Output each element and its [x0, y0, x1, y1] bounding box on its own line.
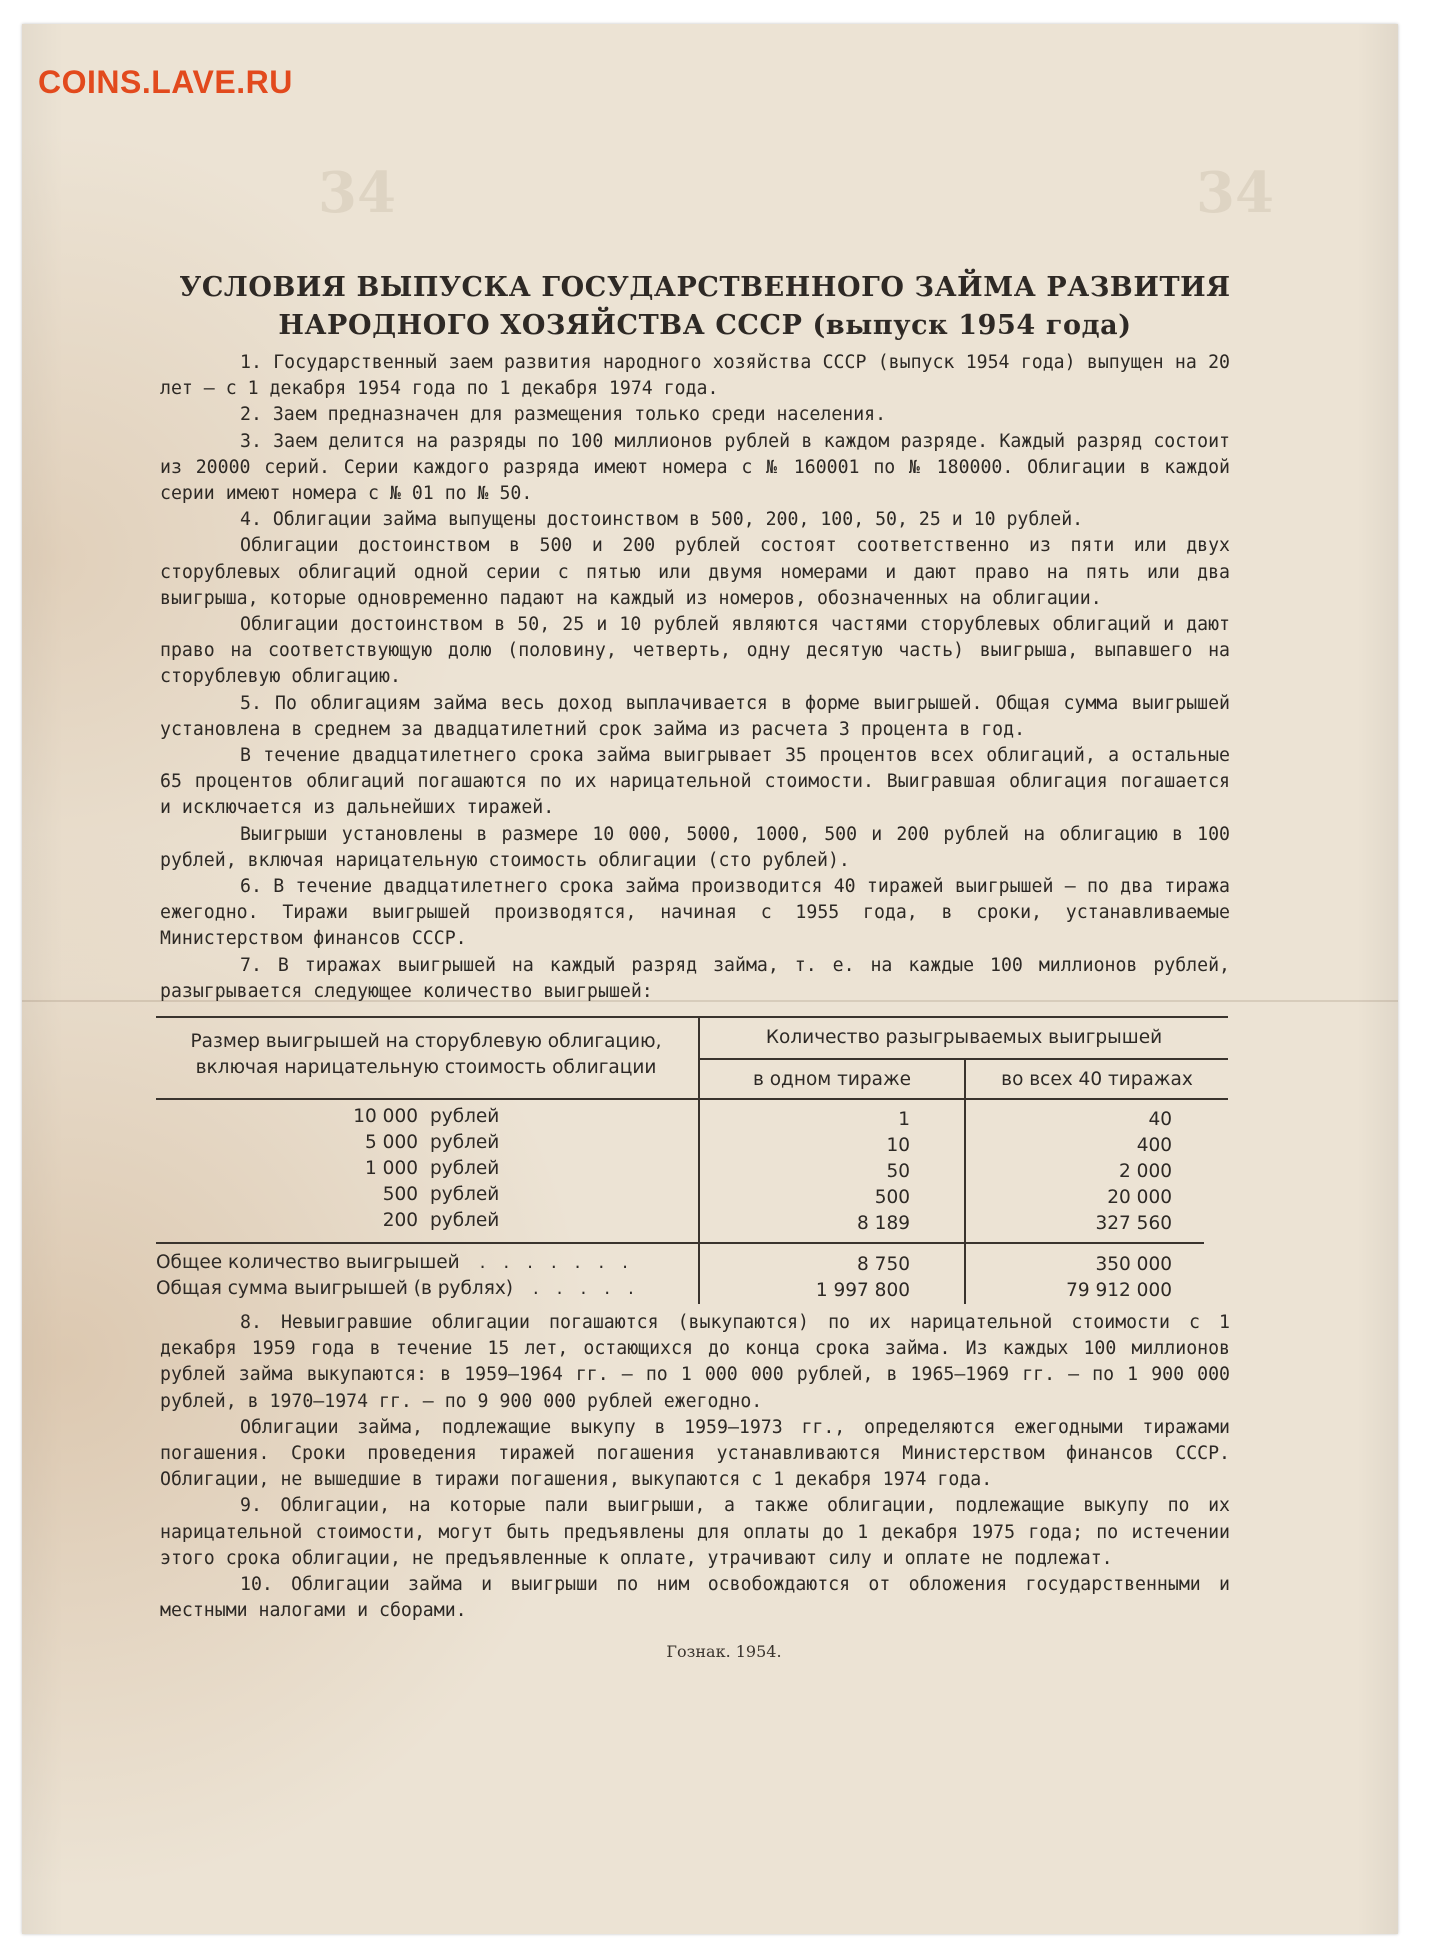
- row-5-unit: рублей: [430, 1210, 500, 1231]
- row-3-one-draw: 50: [886, 1161, 910, 1182]
- prize-table: [156, 1016, 1228, 1306]
- total-sum-label: [156, 1278, 640, 1299]
- total-count-label-text: Общее количество выигрышей: [156, 1252, 460, 1273]
- document-title-line-2: НАРОДНОГО ХОЗЯЙСТВА СССР (выпуск 1954 года): [278, 310, 1132, 341]
- row-4-unit: рублей: [430, 1184, 500, 1205]
- paragraph-4-b: Облигации достоинством в 50, 25 и 10 рублей являются частями сторублевых облигаций и дают право на соответствующую долю (половину, четверть, одну десятую часть) выигрыша, выпавшего на сторублевую облигацию.: [160, 614, 1230, 688]
- paragraph-1: 1. Государственный заем развития народного хозяйства СССР (выпуск 1954 года) выпущен на 20 лет — с 1 декабря 1954 года по 1 декабря 1974 года.: [160, 352, 1230, 400]
- row-2-one-draw: 10: [886, 1135, 910, 1156]
- row-4-amount: 500: [382, 1184, 418, 1205]
- row-2-amount: 5 000: [365, 1132, 418, 1153]
- row-1-unit: рублей: [430, 1106, 500, 1127]
- total-sum-all-draws: 79 912 000: [1066, 1280, 1172, 1301]
- total-sum-label-text: Общая сумма выигрышей (в рублях): [156, 1278, 514, 1299]
- table-top-rule: [156, 1016, 1228, 1018]
- table-header-bottom-rule: [156, 1098, 1228, 1100]
- printer-imprint: Гознак. 1954.: [666, 1642, 782, 1661]
- total-count-all-draws: 350 000: [1095, 1254, 1172, 1275]
- row-1-all-draws: 40: [1148, 1109, 1172, 1130]
- paragraph-5-b: Выигрыши установлены в размере 10 000, 5000, 1000, 500 и 200 рублей на облигацию в 100 рублей, включая нарицательную стоимость облигации (сто рублей).: [160, 823, 1230, 871]
- row-3-unit: рублей: [430, 1158, 500, 1179]
- document-title-line-1: УСЛОВИЯ ВЫПУСКА ГОСУДАРСТВЕННОГО ЗАЙМА РАЗВИТИЯ: [179, 272, 1231, 303]
- total-count-label: [156, 1252, 634, 1273]
- col1-header-line-2: включая нарицательную стоимость облигации: [195, 1057, 657, 1078]
- paragraph-10: 10. Облигации займа и выигрыши по ним освобождаются от обложения государственными и местными налогами и сборами.: [160, 1574, 1230, 1622]
- paragraph-8: 8. Невыигравшие облигации погашаются (выкупаются) по их нарицательной стоимости с 1 декабря 1959 года в течение 15 лет, остающихся до конца срока займа. Из каждых 100 миллионов рублей займа выкупаются: в 1959—1964 гг. — по 1 000 000 рублей, в 1965—1969 гг. — по 1 900 000 рублей, в 1970—1974 гг. — по 9 900 000 рублей ежегодно.: [160, 1312, 1230, 1412]
- col3-header: во всех 40 тиражах: [1001, 1069, 1193, 1090]
- row-2-all-draws: 400: [1136, 1135, 1172, 1156]
- row-1-one-draw: 1: [898, 1109, 910, 1130]
- watermark-text: COINS.LAVE.RU: [38, 64, 293, 100]
- col2-header: в одном тираже: [752, 1069, 912, 1090]
- table-group-header-rule: [698, 1058, 1228, 1060]
- show-through-print-top: 34: [318, 160, 396, 226]
- show-through-print-top-right: 34: [1196, 160, 1274, 226]
- row-4-all-draws: 20 000: [1107, 1187, 1172, 1208]
- row-5-one-draw: 8 189: [857, 1213, 910, 1234]
- total-sum-leader-dots: . . . . .: [532, 1278, 640, 1299]
- paragraph-5: 5. По облигациям займа весь доход выплачивается в форме выигрышей. Общая сумма выигрышей установлена в среднем за двадцатилетний срок займа из расчета 3 процента в год.: [160, 692, 1230, 740]
- col1-header-line-1: Размер выигрышей на сторублевую облигацию,: [190, 1031, 662, 1052]
- paragraph-4-a: Облигации достоинством в 500 и 200 рублей состоят соответственно из пяти или двух сторублевых облигаций одной серии с пятью или двумя номерами и дают право на пять или два выигрыша, которые одновременно падают на каждый из номеров, обозначенных на облигации.: [160, 535, 1230, 609]
- paragraph-5-a: В течение двадцатилетнего срока займа выигрывает 35 процентов всех облигаций, а остальные 65 процентов облигаций погашаются по их нарицательной стоимости. Выигравшая облигация погашается и исключается из дальнейших тиражей.: [160, 745, 1230, 819]
- paragraph-6: 6. В течение двадцатилетнего срока займа производится 40 тиражей выигрышей — по два тиража ежегодно. Тиражи выигрышей производятся, начиная с 1955 года, в сроки, устанавливаемые Министерством финансов СССР.: [160, 876, 1230, 950]
- paragraph-8-a: Облигации займа, подлежащие выкупу в 1959—1973 гг., определяются ежегодными тиражами погашения. Сроки проведения тиражей погашения устанавливаются Министерством финансов СССР. Облигации, не вышедшие в тиражи погашения, выкупаются с 1 декабря 1974 года.: [160, 1416, 1230, 1491]
- row-5-amount: 200: [382, 1210, 418, 1231]
- table-totals-rule: [156, 1242, 1204, 1244]
- row-3-all-draws: 2 000: [1119, 1161, 1172, 1182]
- paragraph-7: 7. В тиражах выигрышей на каждый разряд займа, т. е. на каждые 100 миллионов рублей, разыгрывается следующее количество выигрышей:: [160, 954, 1230, 1002]
- group-header: Количество разыгрываемых выигрышей: [765, 1027, 1163, 1048]
- conditions-text-bottom: [160, 1310, 1230, 1624]
- paragraph-4: 4. Облигации займа выпущены достоинством в 500, 200, 100, 50, 25 и 10 рублей.: [240, 509, 1084, 531]
- paragraph-3: 3. Заем делится на разряды по 100 миллионов рублей в каждом разряде. Каждый разряд состоит из 20000 серий. Серии каждого разряда имеют номера с № 160001 по № 180000. Облигации в каждой серии имеют номера с № 01 по № 50.: [160, 430, 1230, 505]
- paragraph-2: 2. Заем предназначен для размещения только среди населения.: [240, 404, 887, 426]
- row-5-all-draws: 327 560: [1095, 1213, 1172, 1234]
- row-3-amount: 1 000: [365, 1158, 418, 1179]
- total-count-leader-dots: . . . . . . .: [479, 1252, 635, 1273]
- total-sum-one-draw: 1 997 800: [815, 1280, 910, 1301]
- row-4-one-draw: 500: [874, 1187, 910, 1208]
- total-count-one-draw: 8 750: [857, 1254, 910, 1275]
- row-2-unit: рублей: [430, 1132, 500, 1153]
- paragraph-9: 9. Облигации, на которые пали выигрыши, а также облигации, подлежащие выкупу по их нарицательной стоимости, могут быть предъявлены для оплаты до 1 декабря 1975 года; по истечении этого срока облигации, не предъявленные к оплате, утрачивают силу и оплате не подлежат.: [160, 1495, 1230, 1569]
- row-1-amount: 10 000: [353, 1106, 418, 1127]
- conditions-text-top: [160, 350, 1230, 1005]
